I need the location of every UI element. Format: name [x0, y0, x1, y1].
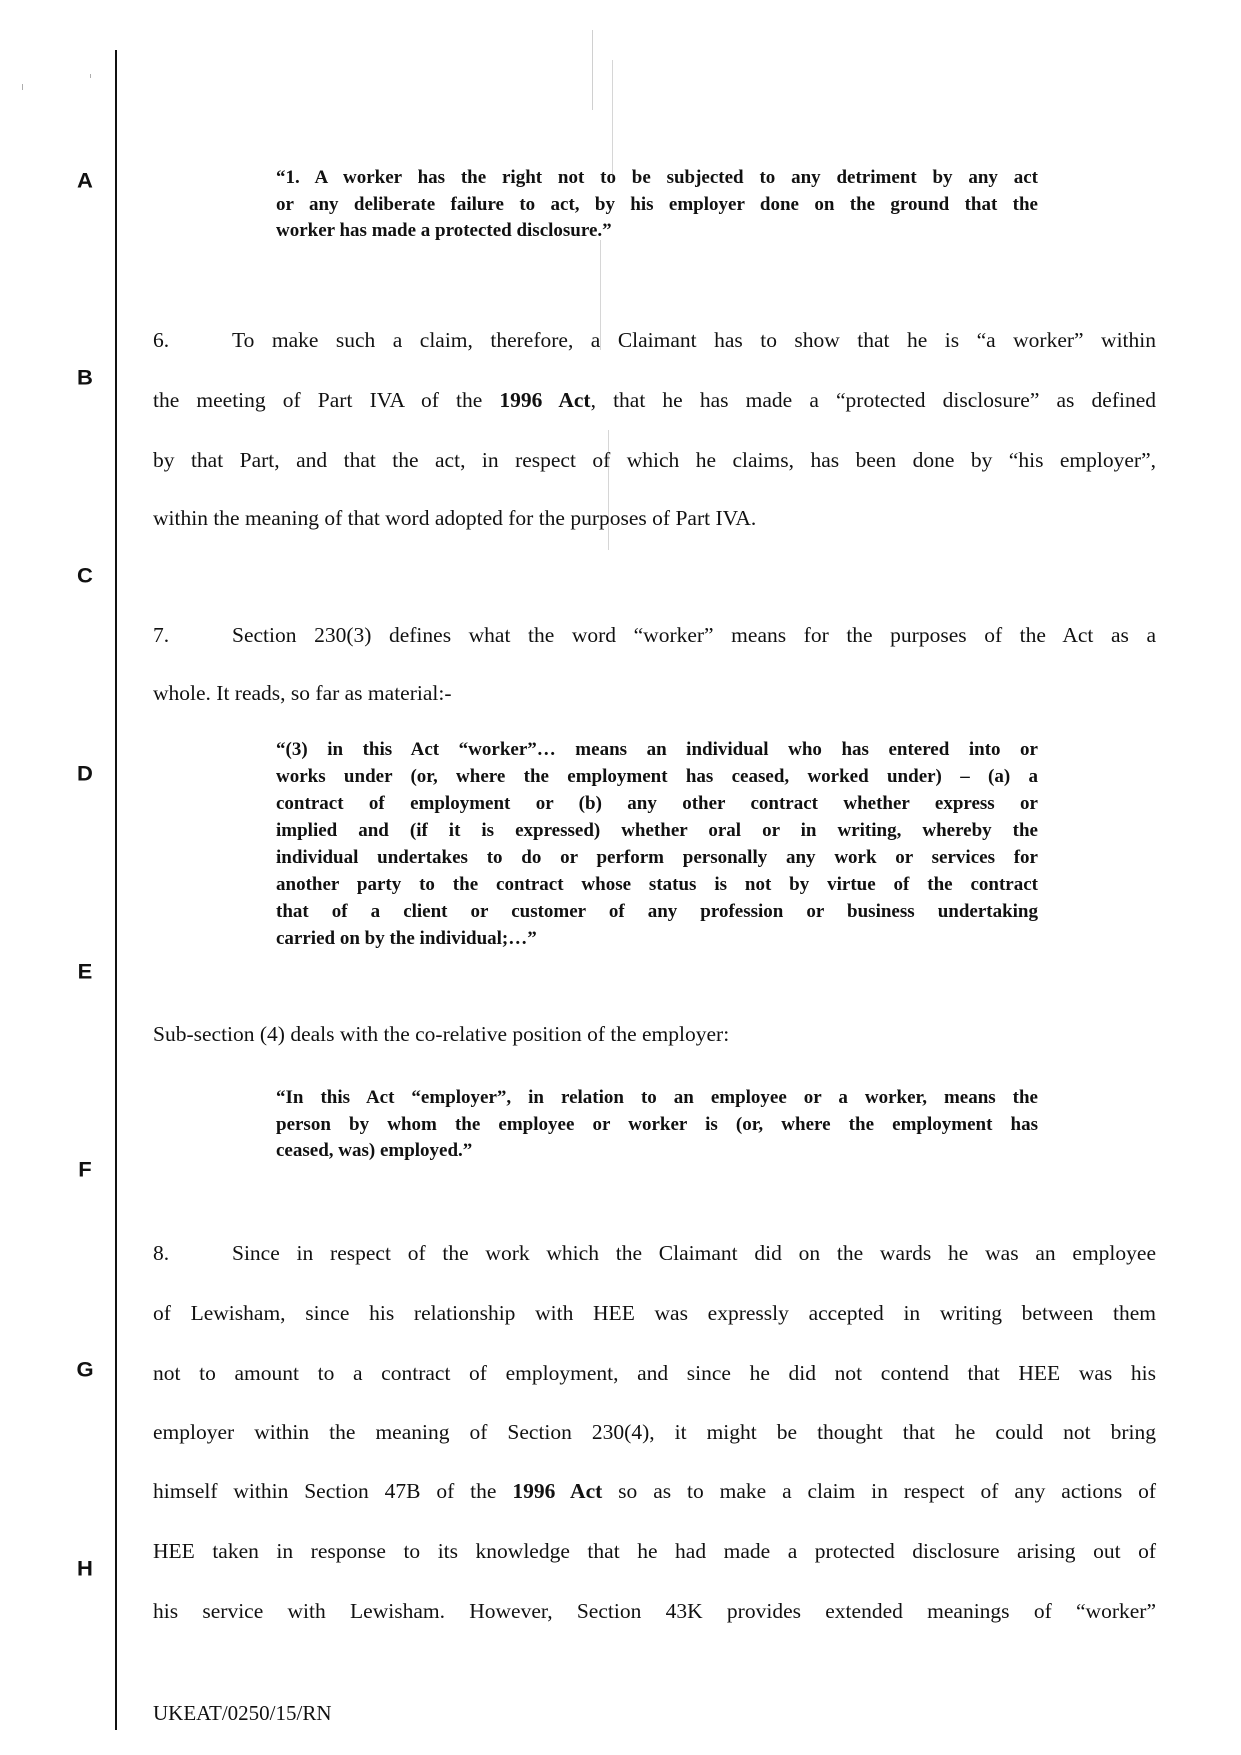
margin-label-a: A [77, 168, 93, 193]
margin-label-d: D [77, 761, 93, 786]
margin-label-f: F [78, 1157, 92, 1182]
paragraph-line: To make such a claim, therefore, a Claimant has to show that he is “a worker” within [232, 328, 1156, 352]
paragraph-line: Since in respect of the work which the Claimant did on the wards he was an employee [232, 1241, 1156, 1265]
scan-artifact [90, 74, 91, 78]
scan-artifact [608, 430, 609, 550]
text-run: the meeting of Part IVA of the [153, 388, 500, 412]
scan-artifact [592, 30, 593, 110]
text-run: so as to make a claim in respect of any actions of [602, 1479, 1156, 1503]
margin-label-h: H [77, 1556, 93, 1581]
margin-label-b: B [77, 365, 93, 390]
text-run: , that he has made a “protected disclosure” as defined [590, 388, 1156, 412]
quote-line: worker has made a protected disclosure.” [276, 220, 612, 241]
margin-label-g: G [76, 1357, 94, 1382]
act-reference: 1996 Act [499, 388, 591, 412]
act-reference: 1996 Act [512, 1479, 603, 1503]
paragraph-number: 7. [153, 623, 170, 647]
quote-line: ceased, was) employed.” [276, 1140, 473, 1161]
paragraph-line: employer within the meaning of Section 230(4), it might be thought that he could not bring [153, 1420, 1156, 1444]
paragraph-number: 6. [153, 328, 170, 352]
quote-line: individual undertakes to do or perform personally any work or services for [276, 847, 1038, 868]
paragraph-line: his service with Lewisham. However, Section 43K provides extended meanings of “worker” [153, 1599, 1156, 1623]
quote-line: “(3) in this Act “worker”… means an individual who has entered into or [276, 739, 1038, 760]
quote-line: implied and (if it is expressed) whether oral or in writing, whereby the [276, 820, 1038, 841]
margin-label-e: E [77, 959, 93, 984]
scan-artifact [22, 84, 23, 90]
paragraph-line: by that Part, and that the act, in respect of which he claims, has been done by “his employer”, [153, 448, 1156, 472]
paragraph-line: of Lewisham, since his relationship with HEE was expressly accepted in writing between them [153, 1301, 1156, 1325]
paragraph-number: 8. [153, 1241, 170, 1265]
margin-label-c: C [77, 563, 93, 588]
paragraph-line [153, 387, 1156, 413]
quote-line: or any deliberate failure to act, by his employer done on the ground that the [276, 194, 1038, 215]
paragraph-line: HEE taken in response to its knowledge that he had made a protected disclosure arising out of [153, 1539, 1156, 1563]
quote-line: that of a client or customer of any profession or business undertaking [276, 901, 1038, 922]
paragraph-line: Section 230(3) defines what the word “worker” means for the purposes of the Act as a [232, 623, 1156, 647]
quote-line: carried on by the individual;…” [276, 928, 537, 949]
quote-line: another party to the contract whose status is not by virtue of the contract [276, 874, 1038, 895]
case-reference-footer: UKEAT/0250/15/RN [153, 1701, 332, 1725]
scan-artifact [612, 60, 613, 180]
scan-artifact [600, 240, 601, 350]
quote-line: person by whom the employee or worker is (or, where the employment has [276, 1114, 1038, 1135]
paragraph-line: not to amount to a contract of employment, and since he did not contend that HEE was his [153, 1361, 1156, 1385]
margin-rule [115, 50, 117, 1730]
text-run: himself within Section 47B of the [153, 1479, 513, 1503]
quote-line: “1. A worker has the right not to be subjected to any detriment by any act [276, 167, 1038, 188]
paragraph-line [153, 1478, 1156, 1504]
quote-line: “In this Act “employer”, in relation to an employee or a worker, means the [276, 1087, 1038, 1108]
paragraph-line: within the meaning of that word adopted for the purposes of Part IVA. [153, 506, 757, 530]
quote-line: works under (or, where the employment has ceased, worked under) – (a) a [276, 766, 1038, 787]
quote-line: contract of employment or (b) any other contract whether express or [276, 793, 1038, 814]
paragraph-line: whole. It reads, so far as material:- [153, 681, 452, 705]
subsection-4-intro: Sub-section (4) deals with the co-relative position of the employer: [153, 1022, 730, 1046]
